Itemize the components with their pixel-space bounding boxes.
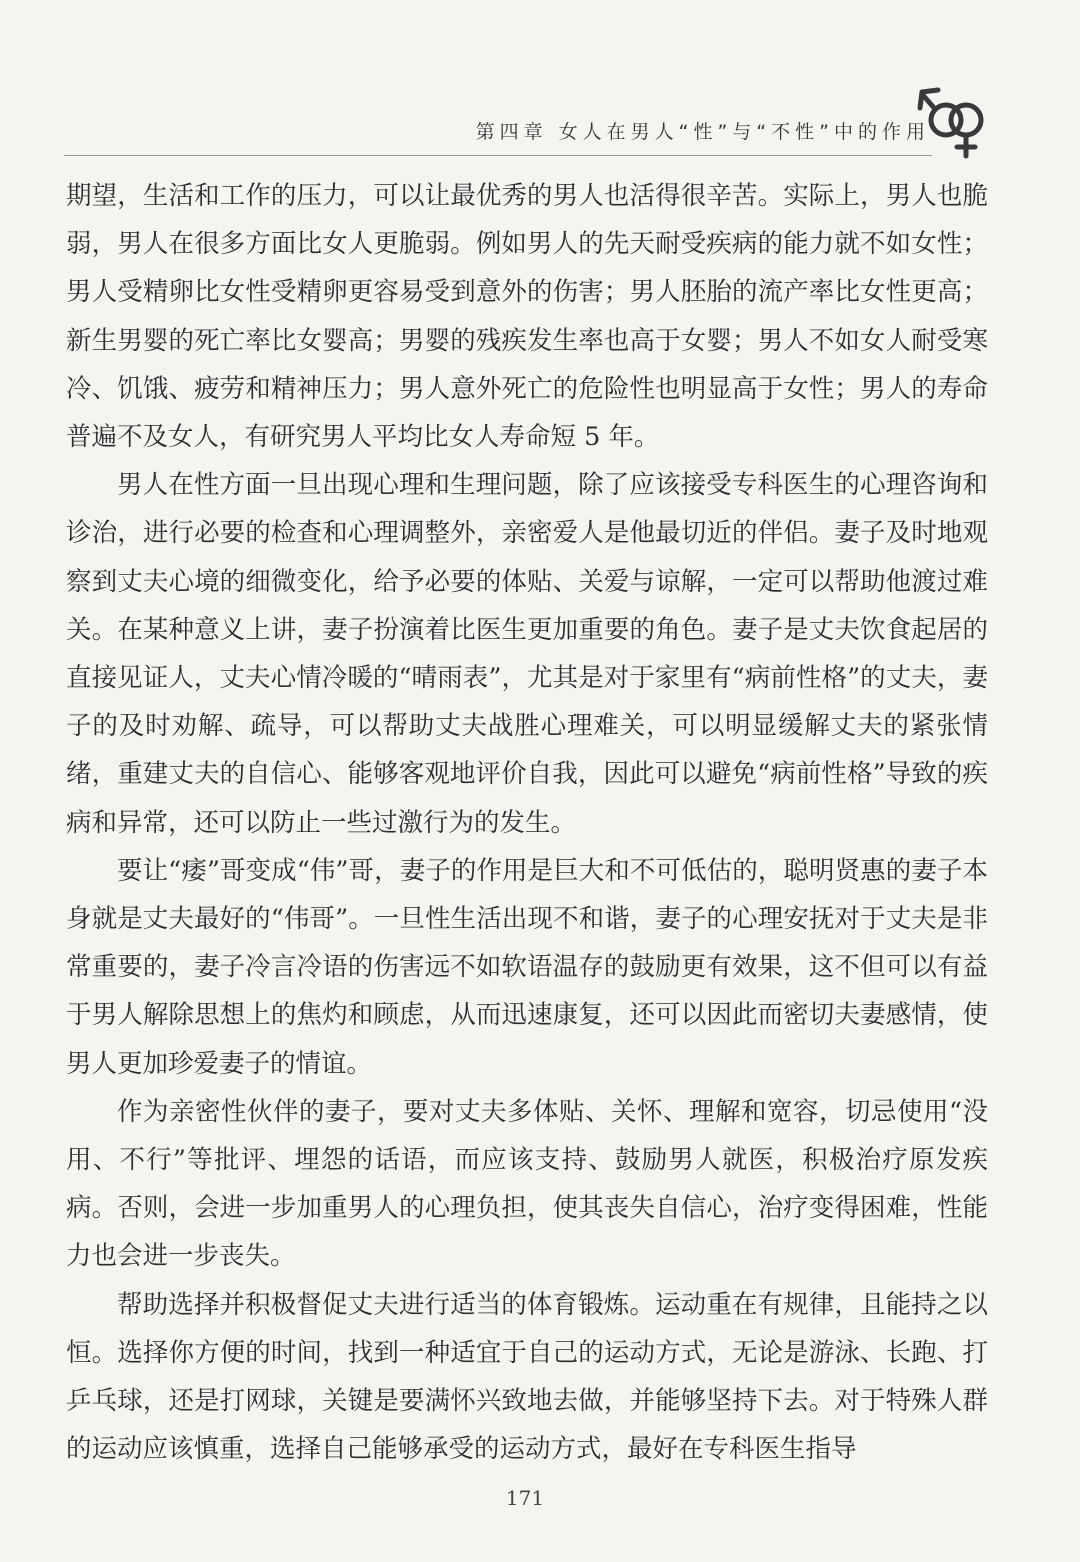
gender-symbol-icon: [916, 82, 992, 160]
running-header: 第四章 女人在男人“性”与“不性”中的作用: [475, 121, 930, 143]
paragraph: 男人在性方面一旦出现心理和生理问题，除了应该接受专科医生的心理咨询和诊治，进行必要的检查和心理调整外，亲密爱人是他最切近的伴侣。妻子及时地观察到丈夫心境的细微变化，给予必要的体贴、关爱与谅解，一定可以帮助他渡过难关。在某种意义上讲，妻子扮演着比医生更加重要的角色。妻子是丈夫饮食起居的直接见证人，丈夫心情冷暖的“晴雨表”，尤其是对于家里有“病前性格”的丈夫，妻子的及时劝解、疏导，可以帮助丈夫战胜心理难关，可以明显缓解丈夫的紧张情绪，重建丈夫的自信心、能够客观地评价自我，因此可以避免“病前性格”导致的疾病和异常，还可以防止一些过激行为的发生。: [66, 470, 988, 838]
header-divider: [64, 155, 932, 156]
body-text: [66, 172, 988, 1473]
paragraph-continued: 期望，生活和工作的压力，可以让最优秀的男人也活得很辛苦。实际上，男人也脆弱，男人在很多方面比女人更脆弱。例如男人的先天耐受疾病的能力就不如女性；男人受精卵比女性受精卵更容易受到意外的伤害；男人胚胎的流产率比女性更高；新生男婴的死亡率比女婴高；男婴的残疾发生率也高于女婴；男人不如女人耐受寒冷、饥饿、疲劳和精神压力；男人意外死亡的危险性也明显高于女性；男人的寿命普遍不及女人，有研究男人平均比女人寿命短 5 年。: [66, 181, 988, 453]
paragraph: 作为亲密性伙伴的妻子，要对丈夫多体贴、关怀、理解和宽容，切忌使用“没用、不行”等批评、埋怨的话语，而应该支持、鼓励男人就医，积极治疗原发疾病。否则，会进一步加重男人的心理负担，使其丧失自信心，治疗变得困难，性能力也会进一步丧失。: [66, 1096, 988, 1272]
page-number: 171: [505, 1486, 545, 1510]
paragraph: 帮助选择并积极督促丈夫进行适当的体育锻炼。运动重在有规律，且能持之以恒。选择你方便的时间，找到一种适宜于自己的运动方式，无论是游泳、长跑、打乒乓球，还是打网球，关键是要满怀兴致地去做，并能够坚持下去。对于特殊人群的运动应该慎重，选择自己能够承受的运动方式，最好在专科医生指导: [66, 1289, 988, 1465]
paragraph: 要让“痿”哥变成“伟”哥，妻子的作用是巨大和不可低估的，聪明贤惠的妻子本身就是丈夫最好的“伟哥”。一旦性生活出现不和谐，妻子的心理安抚对于丈夫是非常重要的，妻子冷言冷语的伤害远不如软语温存的鼓励更有效果，这不但可以有益于男人解除思想上的焦灼和顾虑，从而迅速康复，还可以因此而密切夫妻感情，使男人更加珍爱妻子的情谊。: [66, 855, 988, 1079]
